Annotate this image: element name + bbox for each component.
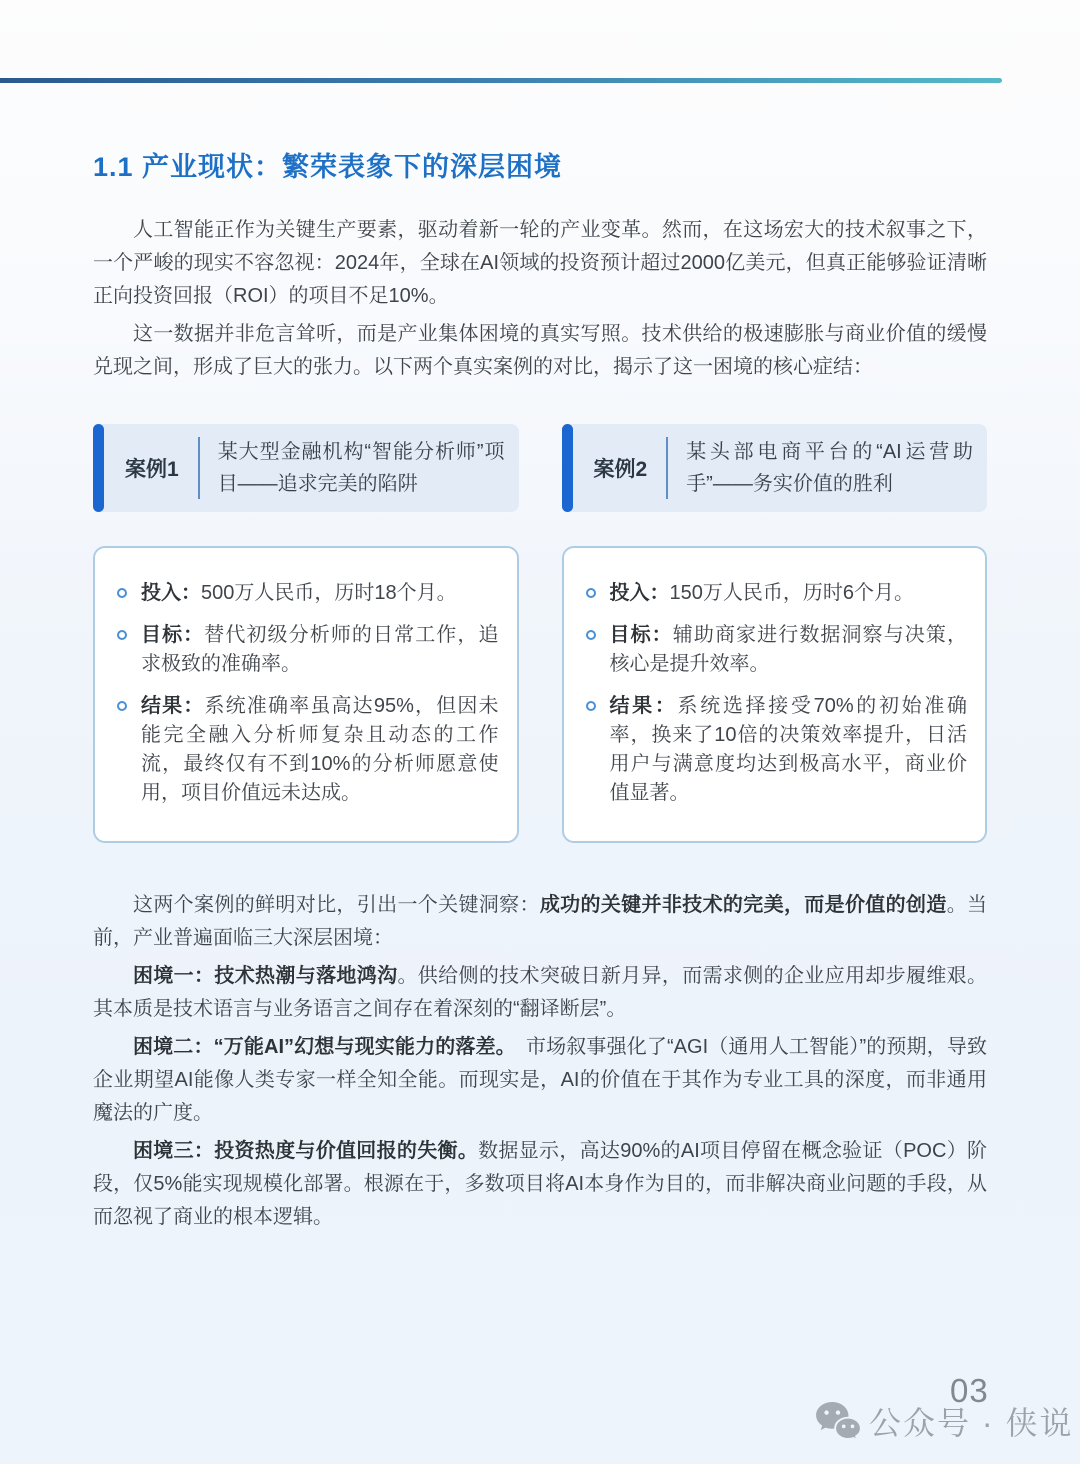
bullet-circle-icon	[117, 588, 127, 598]
case-2-title: 某头部电商平台的“AI运营助手”——务实价值的胜利	[686, 441, 973, 495]
case-cards-grid	[93, 424, 987, 843]
bullet-circle-icon	[586, 630, 596, 640]
bullet-circle-icon	[117, 630, 127, 640]
case-card-2	[562, 424, 988, 843]
case-bullet-item: 目标：替代初级分析师的日常工作，追求极致的准确率。	[117, 621, 499, 679]
case-2-bullet-list	[586, 579, 968, 808]
bullet-circle-icon	[586, 588, 596, 598]
case-1-header	[93, 424, 519, 512]
wechat-icon	[815, 1401, 861, 1441]
closing-paragraphs	[93, 889, 987, 1234]
case-bullet-item: 投入：150万人民币，历时6个月。	[586, 579, 968, 608]
case-2-accent-bar-icon	[562, 424, 573, 512]
page-number: 03	[950, 1372, 989, 1409]
paragraph: 困境三：投资热度与价值回报的失衡。数据显示，高达90%的AI项目停留在概念验证（POC）阶段，仅5%能实现规模化部署。根源在于，多数项目将AI本身作为目的，而非解决商业问题的手段，从而忽视了商业的根本逻辑。	[93, 1140, 988, 1228]
section-heading: 1.1 产业现状：繁荣表象下的深层困境	[93, 152, 563, 182]
case-2-header	[562, 424, 988, 512]
case-1-title: 某大型金融机构“智能分析师”项目——追求完美的陷阱	[217, 441, 505, 495]
case-1-accent-bar-icon	[93, 424, 104, 512]
case-1-bullet-list	[117, 579, 499, 808]
top-divider-rule	[0, 78, 1002, 83]
paragraph: 困境一：技术热潮与落地鸿沟。供给侧的技术突破日新月异，而需求侧的企业应用却步履维艰。其本质是技术语言与业务语言之间存在着深刻的“翻译断层”。	[93, 965, 988, 1020]
paragraph: 这一数据并非危言耸听，而是产业集体困境的真实写照。技术供给的极速膨胀与商业价值的缓慢兑现之间，形成了巨大的张力。以下两个真实案例的对比，揭示了这一困境的核心症结：	[93, 323, 987, 378]
paragraph: 人工智能正作为关键生产要素，驱动着新一轮的产业变革。然而，在这场宏大的技术叙事之下，一个严峻的现实不容忽视：2024年，全球在AI领域的投资预计超过2000亿美元，但真正能够验证清晰正向投资回报（ROI）的项目不足10%。	[93, 219, 987, 307]
intro-paragraphs	[93, 214, 987, 384]
case-bullet-item: 目标：辅助商家进行数据洞察与决策，核心是提升效率。	[586, 621, 968, 679]
page-content	[93, 150, 987, 1234]
bullet-circle-icon	[586, 701, 596, 711]
case-bullet-item: 结果：系统准确率虽高达95%，但因未能完全融入分析师复杂且动态的工作流，最终仅有不到10%的分析师愿意使用，项目价值远未达成。	[117, 692, 499, 808]
paragraph: 困境二：“万能AI”幻想与现实能力的落差。 市场叙事强化了“AGI（通用人工智能）”的预期，导致企业期望AI能像人类专家一样全知全能。而现实是，AI的价值在于其作为专业工具的深度，而非通用魔法的广度。	[93, 1036, 988, 1124]
watermark-text: 公众号 · 侠说	[869, 1405, 1074, 1441]
paragraph: 这两个案例的鲜明对比，引出一个关键洞察：成功的关键并非技术的完美，而是价值的创造。当前，产业普遍面临三大深层困境：	[93, 894, 988, 949]
case-1-body	[93, 546, 519, 843]
case-bullet-item: 投入：500万人民币，历时18个月。	[117, 579, 499, 608]
case-card-1	[93, 424, 519, 843]
watermark	[815, 1398, 1073, 1444]
case-2-badge: 案例2	[593, 458, 648, 481]
case-2-body	[562, 546, 988, 843]
bullet-circle-icon	[117, 701, 127, 711]
case-1-vertical-divider	[198, 437, 200, 499]
case-1-badge: 案例1	[125, 458, 179, 481]
case-2-vertical-divider	[666, 437, 668, 499]
case-bullet-item: 结果：系统选择接受70%的初始准确率，换来了10倍的决策效率提升，日活用户与满意度均达到极高水平，商业价值显著。	[586, 692, 968, 808]
